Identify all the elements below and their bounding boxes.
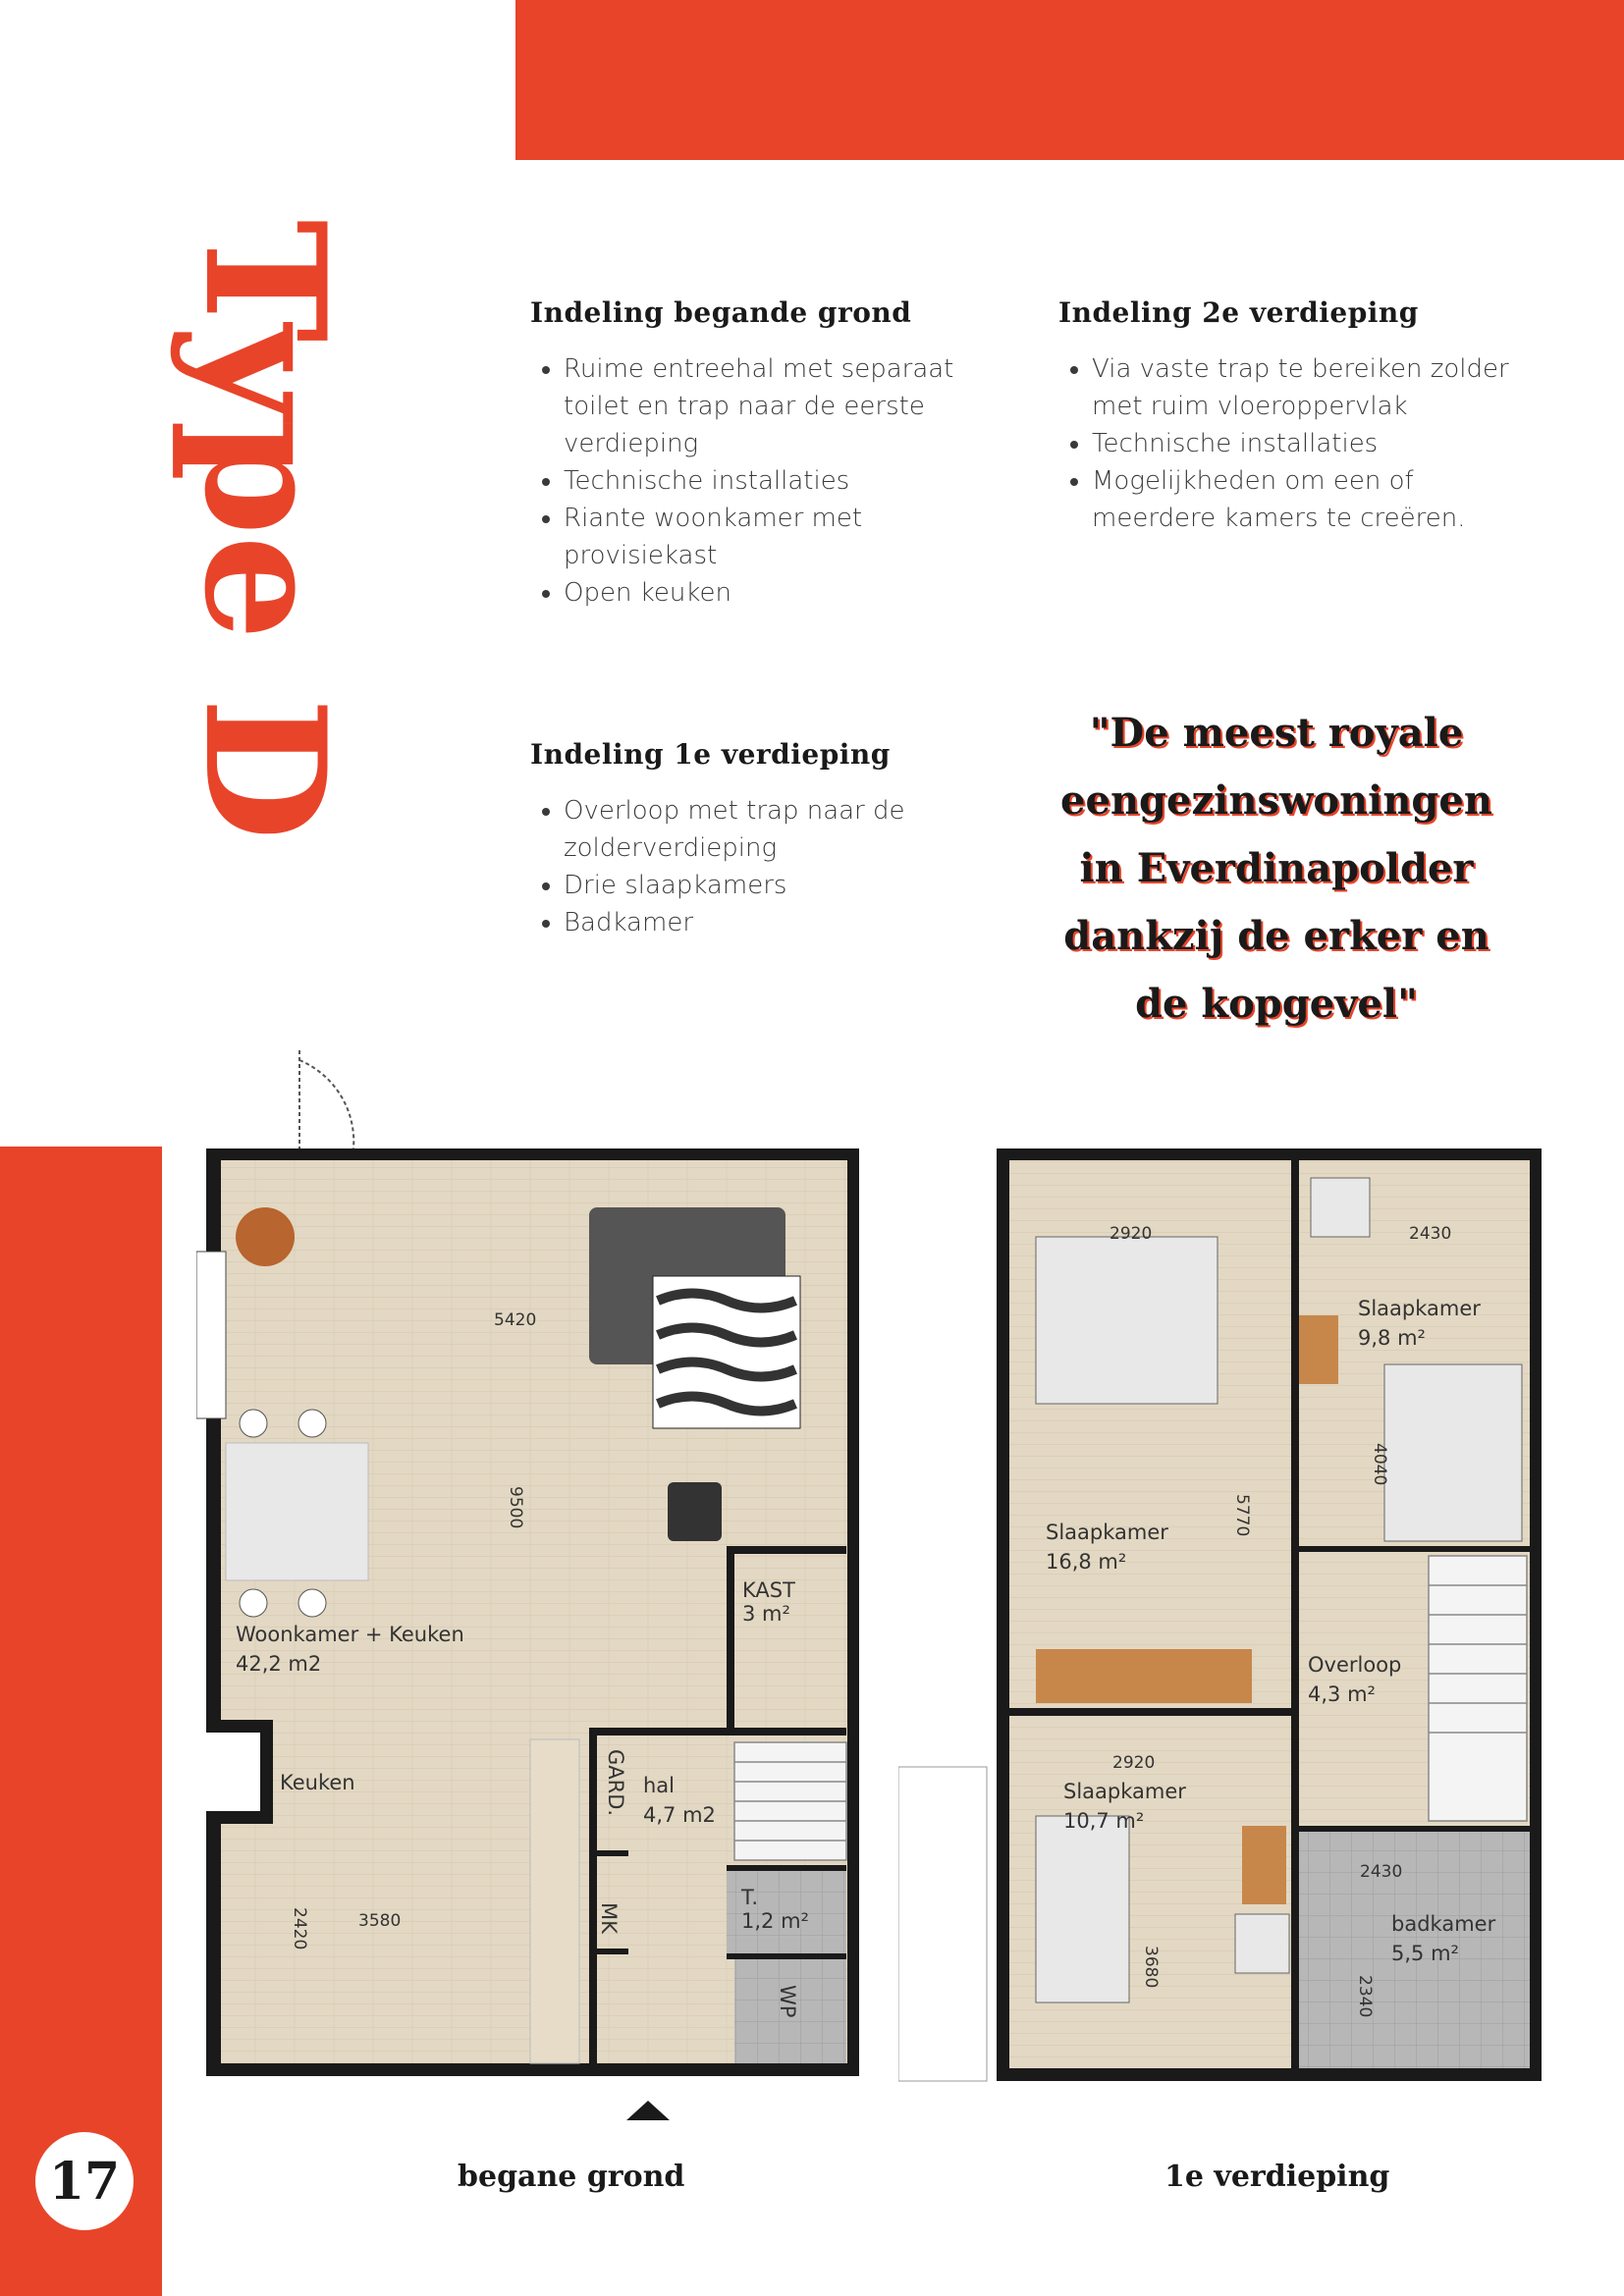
section-ground-list <box>530 350 992 612</box>
wall <box>1299 1546 1530 1552</box>
room-kitchen: Keuken <box>280 1771 355 1794</box>
entrance-arrow-icon <box>626 2101 670 2120</box>
room-bad-name: badkamer <box>1391 1912 1496 1936</box>
dim-2430: 2430 <box>1360 1862 1403 1882</box>
quote <box>1001 699 1551 1038</box>
wall <box>589 1850 628 1856</box>
section-second <box>1058 296 1520 537</box>
room-living-area: 42,2 m2 <box>236 1652 322 1676</box>
desk <box>1235 1914 1289 1973</box>
wall <box>727 1546 846 1554</box>
room-sk3-area: 10,7 m² <box>1063 1809 1145 1833</box>
section-ground <box>530 296 992 612</box>
wardrobe <box>1036 1649 1252 1703</box>
room-bad-area: 5,5 m² <box>1391 1942 1459 1965</box>
quote-line: eengezinswoningen <box>1060 777 1492 824</box>
page-number: 17 <box>35 2132 134 2230</box>
section-first-list <box>530 792 992 941</box>
list-item: • Via vaste trap te bereiken zolder met ruim vloeroppervlak <box>1092 350 1520 425</box>
wall <box>727 1953 846 1959</box>
floorplan-first-svg <box>898 1139 1546 2110</box>
list-item: • Riante woonkamer met provisiekast <box>564 500 992 574</box>
room-living-name: Woonkamer + Keuken <box>236 1623 464 1646</box>
room-wp: WP <box>776 1985 799 2018</box>
dim-2920: 2920 <box>1112 1753 1156 1773</box>
section-first <box>530 738 992 941</box>
section-ground-heading: Indeling begande grond <box>530 296 912 329</box>
dim-2920: 2920 <box>1110 1224 1153 1244</box>
dim-5770: 5770 <box>1232 1494 1252 1537</box>
room-hal-name: hal <box>643 1774 676 1797</box>
section-first-heading: Indeling 1e verdieping <box>530 738 891 771</box>
caption-ground: begane grond <box>458 2160 685 2194</box>
floorplan-ground <box>196 1050 864 2130</box>
wall <box>589 1728 846 1735</box>
single-bed <box>1384 1364 1522 1541</box>
quote-line: dankzij de erker en <box>1063 913 1489 959</box>
room-sk2-area: 9,8 m² <box>1358 1326 1426 1350</box>
stairs <box>1429 1556 1527 1821</box>
list-item: • Technische installaties <box>564 462 992 500</box>
lounge-chair <box>236 1207 295 1266</box>
armchair <box>668 1482 722 1541</box>
cabinet <box>1242 1826 1286 1904</box>
caption-first: 1e verdieping <box>1164 2160 1390 2194</box>
wall <box>589 1728 597 2063</box>
floorplan-ground-svg <box>196 1050 864 2130</box>
room-overloop-name: Overloop <box>1308 1653 1402 1677</box>
wall <box>1009 1708 1291 1716</box>
room-sk1-area: 16,8 m² <box>1046 1550 1127 1574</box>
wall <box>589 1949 628 1954</box>
wall <box>727 1546 734 1733</box>
kitchen-counter <box>530 1739 579 2063</box>
section-second-list <box>1058 350 1520 537</box>
type-title-text: Type D <box>168 219 344 841</box>
room-hal-area: 4,7 m2 <box>643 1803 716 1827</box>
quote-line: "De meest royale <box>1089 710 1464 756</box>
dim-3580: 3580 <box>358 1911 402 1931</box>
double-bed <box>1036 1237 1218 1404</box>
room-toilet-name: T. <box>741 1886 759 1909</box>
list-item: • Open keuken <box>564 574 992 612</box>
dim-2430: 2430 <box>1409 1224 1452 1244</box>
list-item: • Drie slaapkamers <box>564 867 992 904</box>
dim-4040: 4040 <box>1370 1443 1389 1486</box>
quote-line: de kopgevel" <box>1135 981 1418 1027</box>
room-toilet-area: 1,2 m² <box>741 1909 809 1933</box>
dim-2340: 2340 <box>1355 1975 1375 2018</box>
dining-table <box>226 1443 368 1580</box>
room-overloop-area: 4,3 m² <box>1308 1682 1376 1706</box>
room-kast-name: KAST <box>742 1578 795 1602</box>
room-sk1-name: Slaapkamer <box>1046 1521 1168 1544</box>
type-title <box>157 167 344 893</box>
dim-2420: 2420 <box>290 1907 309 1950</box>
left-accent-bar <box>0 1147 162 2296</box>
cabinet <box>1299 1315 1338 1384</box>
floorplan-first <box>898 1139 1546 2110</box>
tv-cabinet <box>196 1252 226 1418</box>
dim-5420: 5420 <box>494 1310 537 1330</box>
single-bed <box>1036 1816 1129 2002</box>
list-item: • Ruime entreehal met separaat toilet en trap naar de eerste verdieping <box>564 350 992 462</box>
type-title-svg <box>157 167 344 893</box>
list-item: • Overloop met trap naar de zolderverdieping <box>564 792 992 867</box>
front-door-swing <box>299 1050 353 1148</box>
wall <box>727 1865 846 1871</box>
desk <box>1311 1178 1370 1237</box>
dim-3680: 3680 <box>1141 1946 1161 1989</box>
dim-9500: 9500 <box>506 1486 525 1529</box>
top-accent-bar <box>515 0 1624 160</box>
balcony <box>898 1767 987 2081</box>
room-sk2-name: Slaapkamer <box>1358 1297 1481 1320</box>
list-item: • Mogelijkheden om een of meerdere kamers te creëren. <box>1092 462 1520 537</box>
room-kast-area: 3 m² <box>742 1602 790 1626</box>
wall <box>1299 1826 1530 1832</box>
section-second-heading: Indeling 2e verdieping <box>1058 296 1419 329</box>
room-gard: GARD. <box>604 1749 627 1817</box>
stairs <box>734 1742 846 1860</box>
list-item: • Badkamer <box>564 904 992 941</box>
wall <box>1291 1160 1299 2068</box>
quote-line: in Everdinapolder <box>1079 845 1474 891</box>
room-sk3-name: Slaapkamer <box>1063 1780 1186 1803</box>
list-item: • Technische installaties <box>1092 425 1520 462</box>
room-mk: MK <box>597 1902 621 1934</box>
